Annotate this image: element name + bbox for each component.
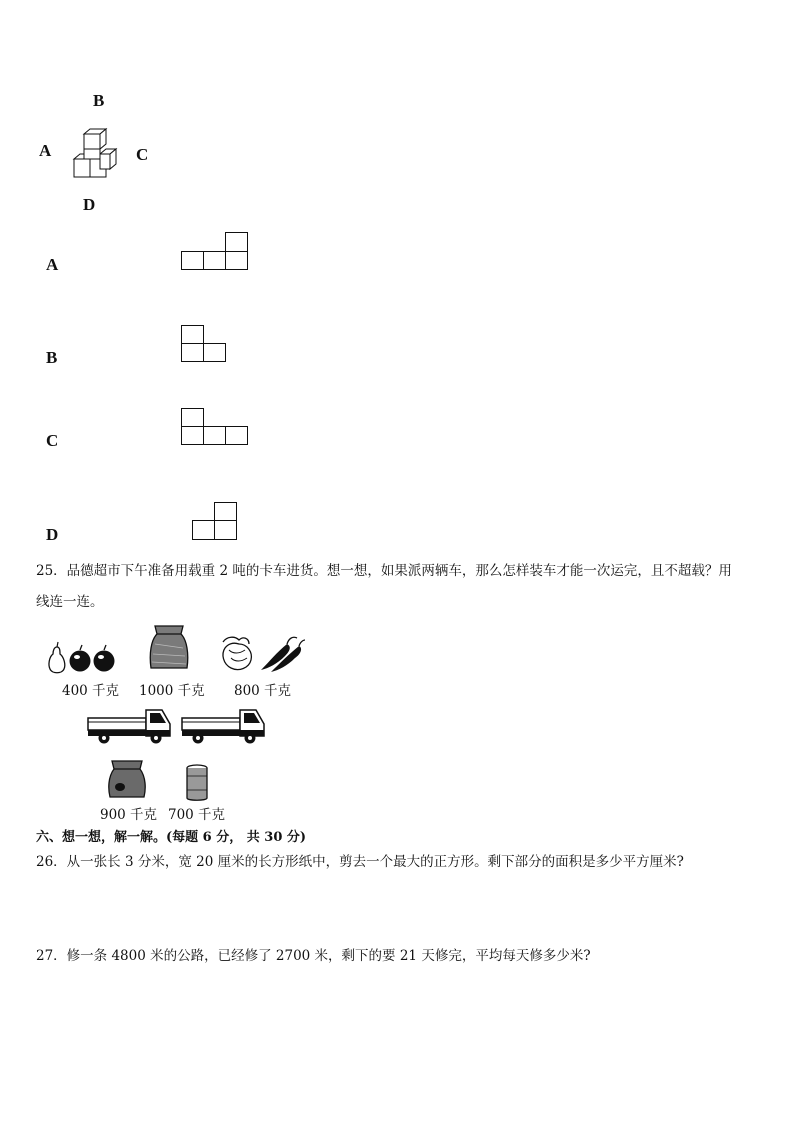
option-b-view (180, 325, 230, 365)
view-label-right: C (136, 145, 149, 164)
option-label-b: B (46, 348, 58, 367)
question-25-line2: 线连一连。 (36, 594, 104, 610)
view-label-top: B (93, 91, 105, 110)
option-a-view (180, 232, 250, 272)
cube-stack-figure (70, 126, 120, 180)
view-label-left: A (39, 141, 52, 160)
option-label-a: A (46, 255, 59, 274)
goods-weight-can: 700 千克 (168, 807, 226, 823)
sack-icon (147, 624, 191, 674)
vegetables-icon (219, 634, 305, 674)
option-d-view (191, 502, 241, 544)
truck-icon-2 (180, 704, 268, 746)
option-label-d: D (46, 525, 59, 544)
truck-icon-1 (86, 704, 174, 746)
goods-weight-bag: 900 千克 (100, 807, 158, 823)
bag-icon (106, 757, 148, 801)
can-icon (184, 764, 210, 802)
question-25-line1: 25．品德超市下午准备用载重 2 吨的卡车进货。想一想，如果派两辆车，那么怎样装车才能一次运完，且不超载？用 (36, 563, 732, 579)
goods-weight-vegetables: 800 千克 (234, 683, 292, 699)
option-c-view (180, 408, 252, 448)
goods-weight-sack: 1000 千克 (139, 683, 205, 699)
view-label-bottom: D (83, 195, 96, 214)
goods-weight-fruit: 400 千克 (62, 683, 120, 699)
fruit-icon (47, 641, 122, 676)
option-label-c: C (46, 431, 59, 450)
section-6-heading: 六、想一想，解一解。(每题 6 分， 共 30 分) (36, 830, 307, 845)
question-26: 26．从一张长 3 分米，宽 20 厘米的长方形纸中，剪去一个最大的正方形。剩下部分的面积是多少平方厘米? (36, 854, 684, 870)
question-27: 27．修一条 4800 米的公路，已经修了 2700 米，剩下的要 21 天修完，平均每天修多少米? (36, 948, 591, 964)
